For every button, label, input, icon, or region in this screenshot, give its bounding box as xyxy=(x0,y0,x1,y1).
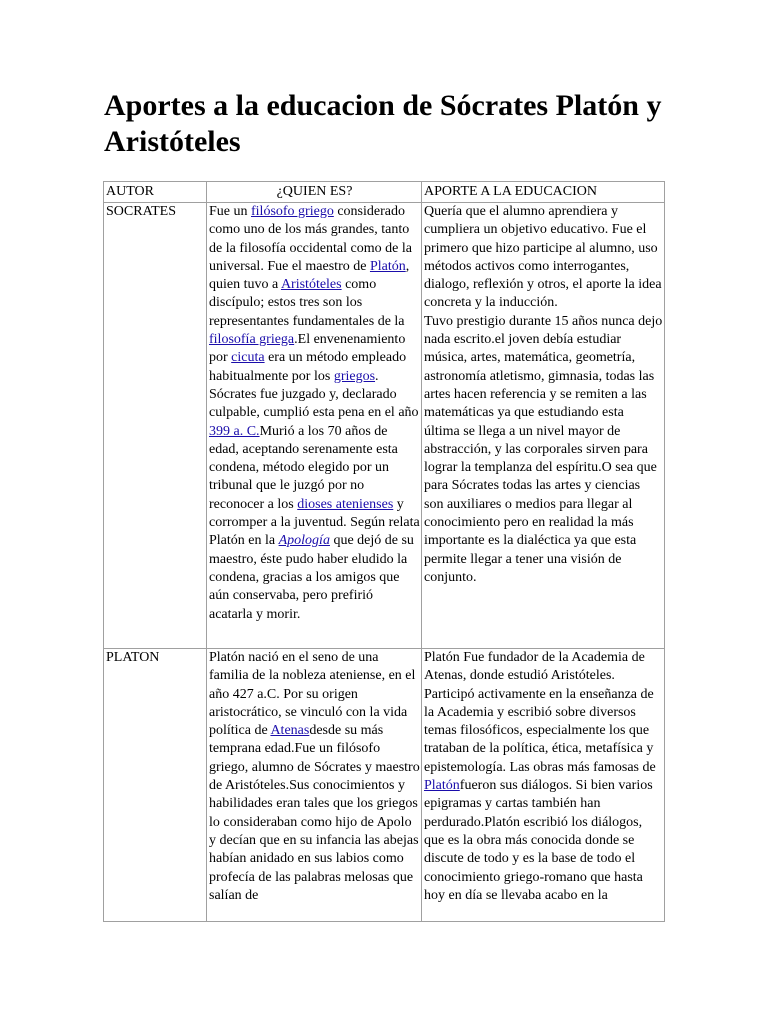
table-header-row xyxy=(104,182,665,203)
text-run: Fue un xyxy=(209,204,251,219)
author-cell: SOCRATES xyxy=(104,203,207,649)
text-run: Platón Fue fundador de la Academia de Atenas, donde estudió Aristóteles. Participó activamente en la enseñanza de la Academia y escribió sobre diversos temas filosóficos, especialmente los que trataban de la política, ética, metafísica y epistemología. Las obras más famosas de xyxy=(424,650,656,775)
text-run: fueron sus diálogos. Si bien varios epigramas y cartas también han perdurado.Platón escribió los diálogos, que es la obra más conocida donde se discute de todo y es la base de todo el conocimiento griego-romano que hasta hoy en día se llevaba acabo en la xyxy=(424,778,653,903)
link-filosofo-griego[interactable]: filósofo griego xyxy=(251,204,334,219)
link-399-ac[interactable]: 399 a. C. xyxy=(209,423,260,439)
text-run: Murió a los 70 años de edad, aceptando serenamente esta condena, método elegido por un tribunal que le juzgó por no reconocer a los xyxy=(209,423,398,512)
author-cell: PLATON xyxy=(104,649,207,922)
header-cell-author: AUTOR xyxy=(104,182,207,203)
page-title: Aportes a la educacion de Sócrates Platón y Aristóteles xyxy=(104,89,662,158)
link-apologia[interactable] xyxy=(279,533,330,548)
contribution-cell xyxy=(422,203,665,649)
link-apologia-text: Apología xyxy=(278,533,330,549)
text-run: que dejó de su maestro, éste pudo haber eludido la condena, gracias a los amigos que aún conservaba, pero prefirió acatarla y morir. xyxy=(209,533,414,622)
table-row xyxy=(104,649,665,922)
table-row xyxy=(104,203,665,649)
text-run: . Sócrates fue juzgado y, declarado culpable, cumplió esta pena en el año xyxy=(209,368,419,421)
header-cell-contribution: APORTE A LA EDUCACION xyxy=(422,182,665,203)
text-run: desde su más temprana edad.Fue un filósofo griego, alumno de Sócrates y maestro de Aristóteles.Sus conocimientos y habilidades eran tales que los griegos lo consideraban como hijo de Apolo y decían que en su infancia las abejas habían anidado en sus labios como profecía de las palabras melosas que salían de xyxy=(209,723,420,903)
text-run: como discípulo; estos tres son los representantes fundamentales de la xyxy=(209,277,405,329)
link-atenas[interactable]: Atenas xyxy=(270,723,310,739)
text-run: y corromper a la juventud. Según relata Platón en la xyxy=(209,496,420,549)
header-cell-who: ¿QUIEN ES? xyxy=(207,182,422,203)
link-cicuta[interactable]: cicuta xyxy=(231,350,265,366)
text-run: .El envenenamiento por xyxy=(209,332,406,366)
text-run: , quien tuvo a xyxy=(209,258,410,293)
text-run: Platón nació en el seno de una familia de la nobleza ateniense, en el año 427 a.C. Por su origen aristocrático, se vinculó con la vida política de xyxy=(209,650,416,739)
text-run: considerado como uno de los más grandes, tanto de la filosofía occidental como de la universal. Fue el maestro de xyxy=(209,204,412,274)
text-run: era un método empleado habitualmente por los xyxy=(209,350,407,384)
link-aristoteles[interactable]: Aristóteles xyxy=(280,277,342,293)
who-cell xyxy=(207,203,422,649)
authors-table xyxy=(103,181,665,922)
contribution-cell xyxy=(422,649,665,922)
link-filosofia-griega[interactable]: filosofía griega xyxy=(209,332,295,348)
paragraph: Quería que el alumno aprendiera y cumpliera un objetivo educativo. Fue el primero que hizo participe al alumno, uso métodos activos como interrogantes, dialogo, reflexión y otros, el aporte la idea concreta y la inducción. xyxy=(424,204,662,311)
paragraph: Tuvo prestigio durante 15 años nunca dejo nada escrito.el joven debía estudiar música, artes, matemática, geometría, astronomía atletismo, gimnasia, todas las artes hacen referencia y se remiten a las matemáticas ya que estudiando esta última se llega a un nivel mayor de abstracción, y las corporales sirven para lograr la templanza del espíritu.O sea que para Sócrates todas las artes y ciencias son auxiliares o medios para llegar al conocimiento pero en realidad la más importante es la dialéctica ya que esta permite llegar a tener una visión de conjunto. xyxy=(424,313,663,585)
link-platon-2[interactable]: Platón xyxy=(424,778,460,794)
link-platon[interactable]: Platón xyxy=(369,258,406,274)
who-cell xyxy=(207,649,422,922)
link-griegos[interactable]: griegos xyxy=(333,368,376,384)
link-dioses-atenienses[interactable]: dioses atenienses xyxy=(297,496,394,512)
